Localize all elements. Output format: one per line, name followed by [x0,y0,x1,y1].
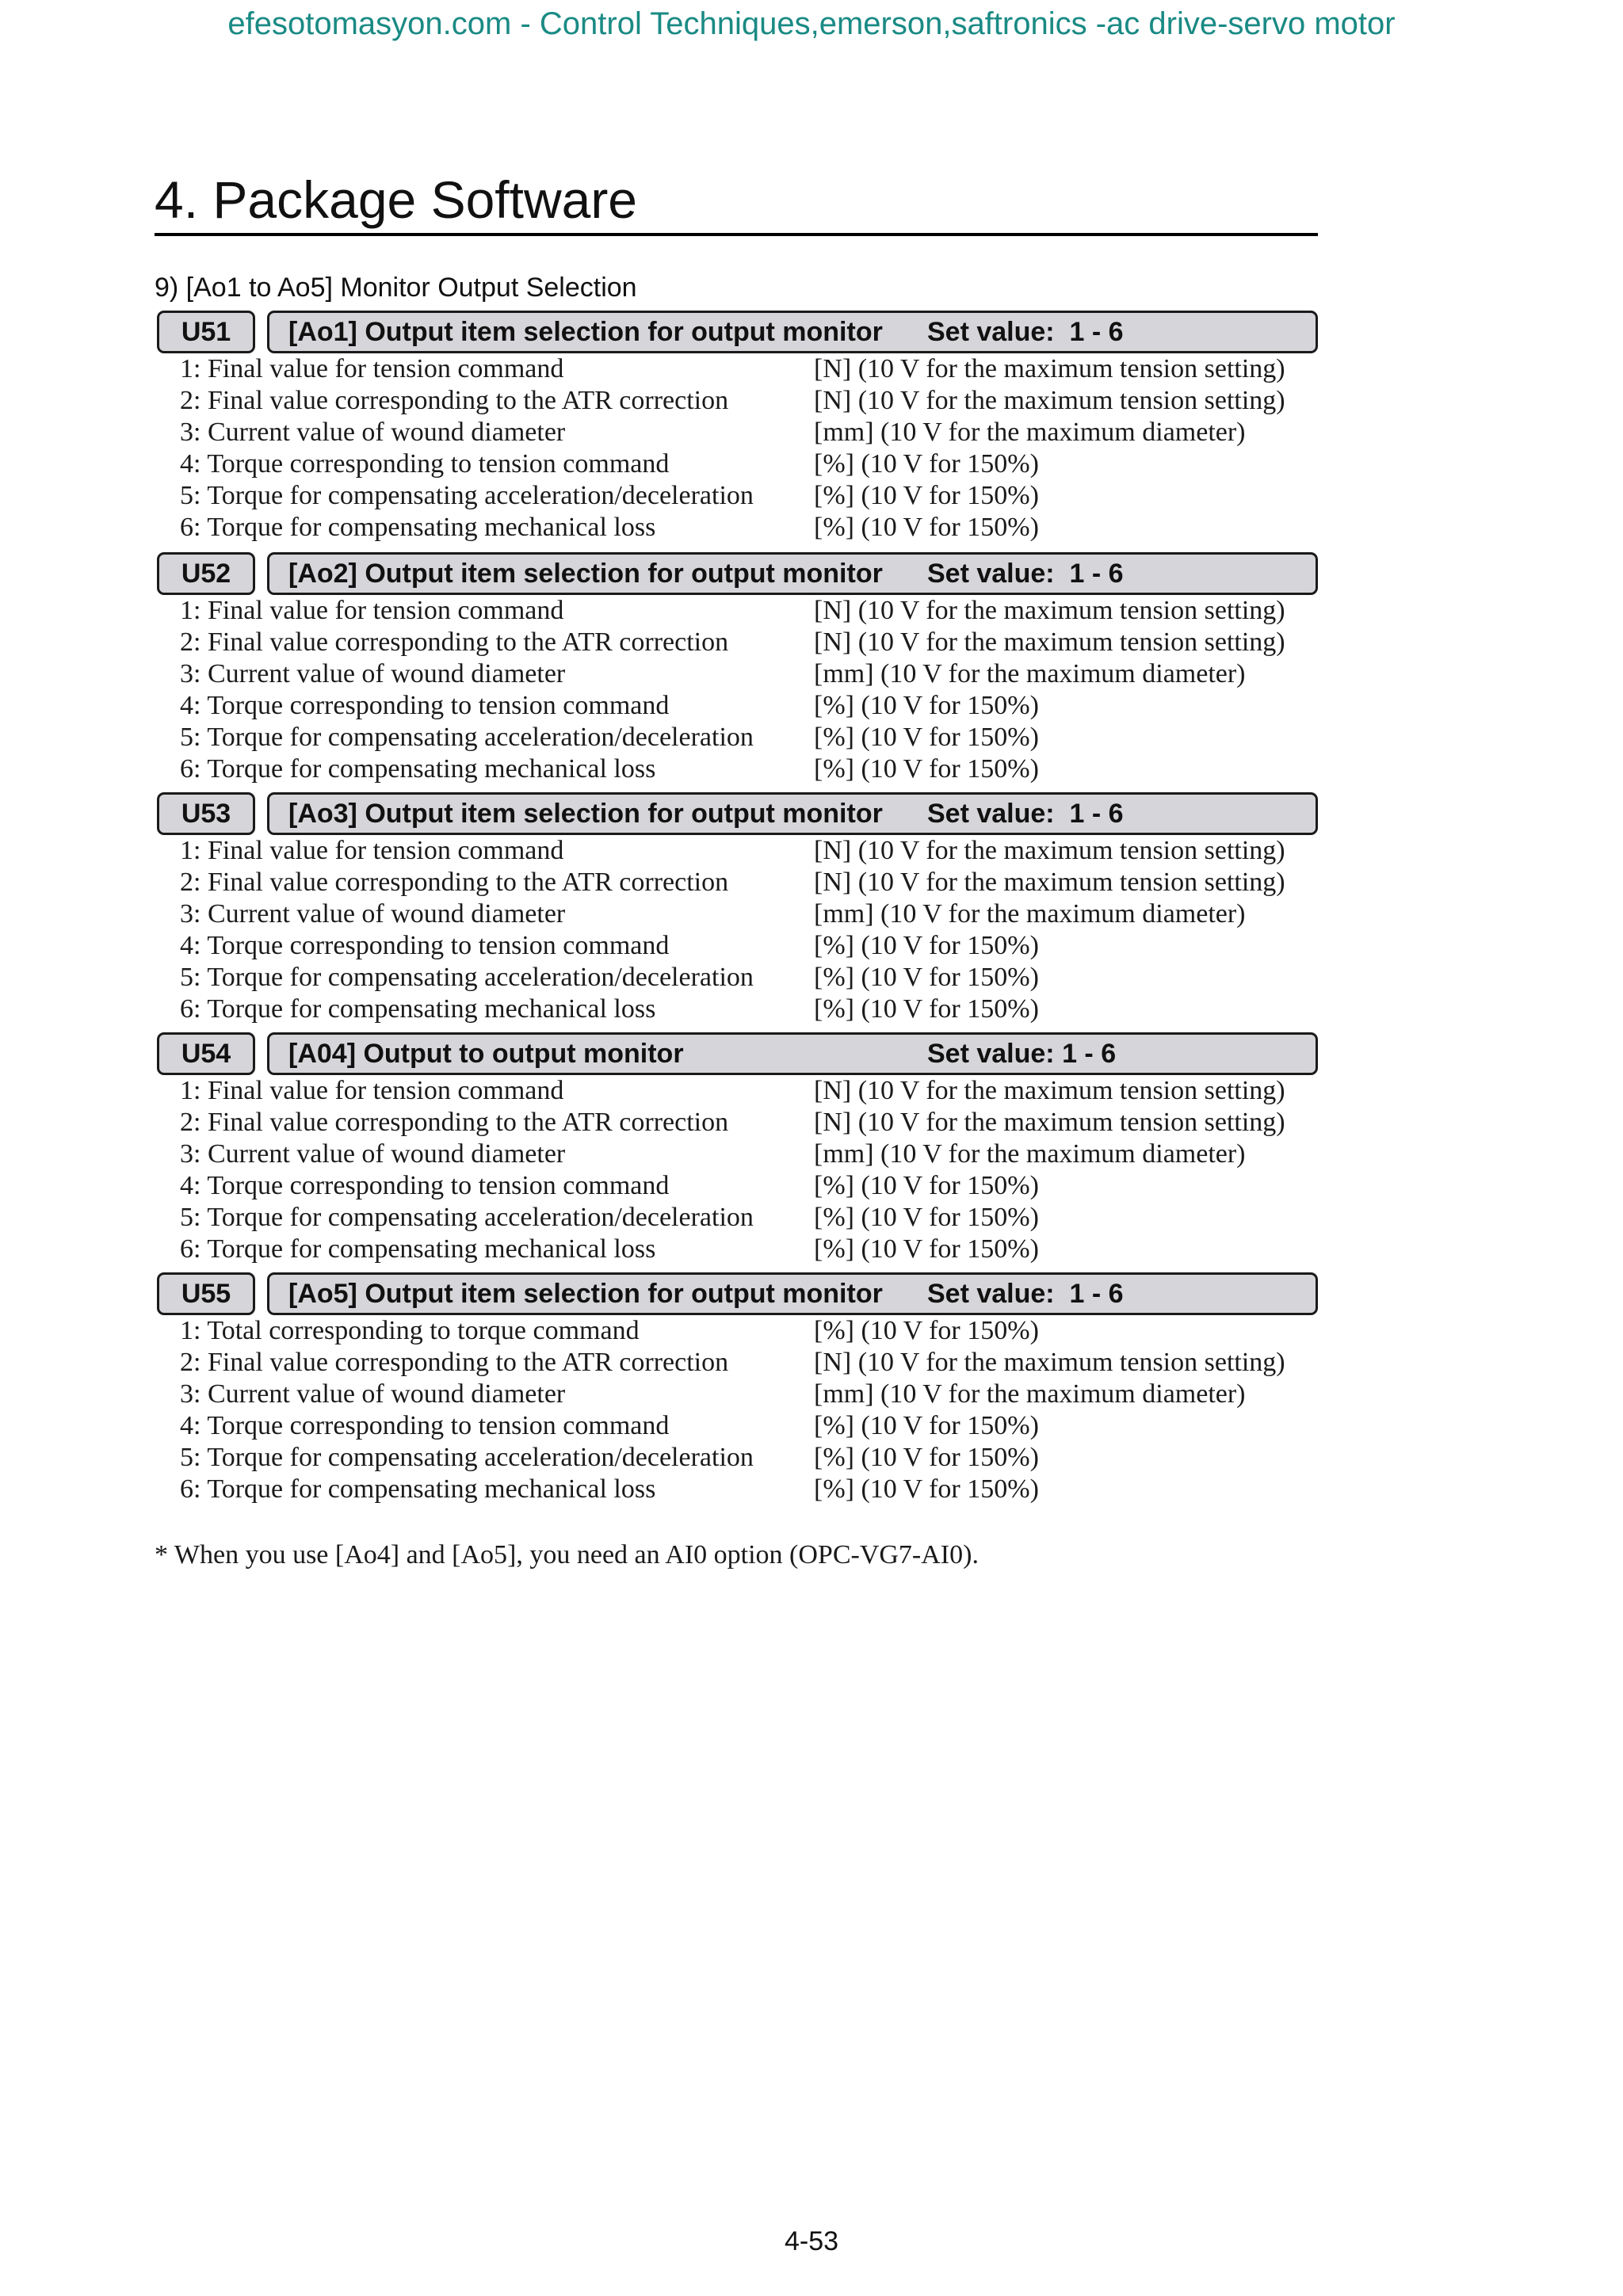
option-label: 5: Torque for compensating acceleration/deceleration [180,723,754,752]
option-row [155,1075,1318,1107]
option-row [155,1315,1318,1347]
option-unit: [%] (10 V for 150%) [814,481,1039,510]
option-unit: [%] (10 V for 150%) [814,723,1039,752]
option-unit: [%] (10 V for 150%) [814,963,1039,992]
option-row [155,1410,1318,1442]
option-label: 3: Current value of wound diameter [180,1379,566,1409]
option-row [155,930,1318,962]
option-list [155,1315,1318,1505]
option-label: 6: Torque for compensating mechanical loss [180,1234,656,1264]
option-row [155,595,1318,627]
option-label: 5: Torque for compensating acceleration/deceleration [180,481,754,510]
option-unit: [%] (10 V for 150%) [814,691,1039,720]
param-code: U55 [157,1272,255,1315]
param-code: U54 [157,1032,255,1075]
param-set-value: Set value: 1 - 6 [927,317,1124,347]
option-unit: [%] (10 V for 150%) [814,1474,1039,1504]
param-title: [Ao3] Output item selection for output monitor [288,799,883,829]
option-label: 1: Final value for tension command [180,836,564,865]
param-block-u54 [155,1032,1318,1265]
option-unit: [mm] (10 V for the maximum diameter) [814,899,1246,929]
option-label: 4: Torque corresponding to tension command [180,1171,670,1200]
param-title-box [267,552,1318,595]
option-label: 2: Final value corresponding to the ATR correction [180,1348,729,1377]
option-unit: [N] (10 V for the maximum tension setting) [814,596,1285,625]
option-list [155,595,1318,785]
option-row [155,1202,1318,1234]
option-row [155,1107,1318,1138]
option-label: 6: Torque for compensating mechanical loss [180,754,656,784]
option-unit: [%] (10 V for 150%) [814,994,1039,1024]
param-header [155,552,1318,595]
option-row [155,448,1318,480]
option-unit: [N] (10 V for the maximum tension setting) [814,868,1285,897]
option-unit: [mm] (10 V for the maximum diameter) [814,1379,1246,1409]
param-title-box [267,1272,1318,1315]
option-unit: [mm] (10 V for the maximum diameter) [814,418,1246,447]
param-code: U53 [157,792,255,835]
option-row [155,627,1318,658]
param-title: [Ao2] Output item selection for output monitor [288,559,883,589]
option-row [155,1442,1318,1474]
page-number: 4-53 [784,2226,839,2256]
footnote: * When you use [Ao4] and [Ao5], you need an AI0 option (OPC-VG7-AI0). [155,1540,979,1569]
option-unit: [mm] (10 V for the maximum diameter) [814,659,1246,688]
option-row [155,1138,1318,1170]
param-code: U51 [157,311,255,353]
option-label: 1: Final value for tension command [180,596,564,625]
option-unit: [%] (10 V for 150%) [814,1443,1039,1472]
param-header [155,1272,1318,1315]
param-block-u53 [155,792,1318,1025]
option-unit: [N] (10 V for the maximum tension setting) [814,627,1285,657]
option-row [155,1379,1318,1410]
option-label: 1: Final value for tension command [180,354,564,383]
option-unit: [N] (10 V for the maximum tension setting) [814,1348,1285,1377]
option-label: 3: Current value of wound diameter [180,899,566,929]
param-title-box [267,311,1318,353]
option-list [155,1075,1318,1265]
option-row [155,353,1318,385]
option-unit: [N] (10 V for the maximum tension setting) [814,836,1285,865]
param-header [155,311,1318,353]
option-unit: [N] (10 V for the maximum tension setting) [814,354,1285,383]
option-unit: [%] (10 V for 150%) [814,931,1039,960]
option-row [155,658,1318,690]
option-unit: [N] (10 V for the maximum tension setting) [814,386,1285,415]
option-label: 5: Torque for compensating acceleration/deceleration [180,963,754,992]
option-unit: [%] (10 V for 150%) [814,754,1039,784]
param-header [155,1032,1318,1075]
option-label: 5: Torque for compensating acceleration/deceleration [180,1203,754,1232]
param-title: [Ao1] Output item selection for output monitor [288,317,883,347]
option-label: 1: Final value for tension command [180,1076,564,1105]
option-row [155,1170,1318,1202]
option-unit: [%] (10 V for 150%) [814,1203,1039,1232]
option-row [155,1347,1318,1379]
option-list [155,353,1318,543]
option-row [155,994,1318,1025]
option-row [155,753,1318,785]
option-row [155,480,1318,512]
option-label: 2: Final value corresponding to the ATR correction [180,386,729,415]
chapter-title: 4. Package Software [155,166,1318,236]
option-label: 3: Current value of wound diameter [180,659,566,688]
param-set-value: Set value: 1 - 6 [927,559,1124,589]
option-label: 6: Torque for compensating mechanical loss [180,1474,656,1504]
option-unit: [%] (10 V for 150%) [814,1411,1039,1440]
option-row [155,417,1318,448]
param-title: [A04] Output to output monitor [288,1039,684,1069]
option-row [155,867,1318,898]
option-unit: [N] (10 V for the maximum tension setting) [814,1076,1285,1105]
option-unit: [%] (10 V for 150%) [814,1234,1039,1264]
option-label: 6: Torque for compensating mechanical loss [180,994,656,1024]
option-label: 2: Final value corresponding to the ATR correction [180,1108,729,1137]
option-unit: [mm] (10 V for the maximum diameter) [814,1139,1246,1169]
option-label: 1: Total corresponding to torque command [180,1316,640,1345]
option-row [155,1474,1318,1505]
option-unit: [%] (10 V for 150%) [814,1171,1039,1200]
param-block-u51 [155,311,1318,543]
param-block-u52 [155,552,1318,785]
option-unit: [%] (10 V for 150%) [814,513,1039,542]
section-heading: 9) [Ao1 to Ao5] Monitor Output Selection [155,273,637,303]
option-label: 3: Current value of wound diameter [180,418,566,447]
option-label: 4: Torque corresponding to tension command [180,449,670,479]
option-label: 4: Torque corresponding to tension command [180,691,670,720]
option-unit: [%] (10 V for 150%) [814,1316,1039,1345]
param-code: U52 [157,552,255,595]
param-title-box [267,792,1318,835]
option-label: 4: Torque corresponding to tension command [180,1411,670,1440]
option-label: 6: Torque for compensating mechanical loss [180,513,656,542]
param-set-value: Set value: 1 - 6 [927,1279,1124,1309]
option-label: 2: Final value corresponding to the ATR correction [180,627,729,657]
param-set-value: Set value: 1 - 6 [927,1039,1117,1069]
param-header [155,792,1318,835]
option-row [155,385,1318,417]
option-row [155,722,1318,753]
option-label: 5: Torque for compensating acceleration/deceleration [180,1443,754,1472]
option-row [155,898,1318,930]
option-row [155,512,1318,543]
option-row [155,1234,1318,1265]
option-row [155,835,1318,867]
option-row [155,962,1318,994]
option-list [155,835,1318,1025]
option-row [155,690,1318,722]
site-banner[interactable]: efesotomasyon.com - Control Techniques,emerson,saftronics -ac drive-servo motor [227,6,1396,41]
option-unit: [N] (10 V for the maximum tension setting) [814,1108,1285,1137]
option-label: 4: Torque corresponding to tension command [180,931,670,960]
param-title: [Ao5] Output item selection for output monitor [288,1279,883,1309]
param-set-value: Set value: 1 - 6 [927,799,1124,829]
option-label: 3: Current value of wound diameter [180,1139,566,1169]
option-unit: [%] (10 V for 150%) [814,449,1039,479]
param-block-u55 [155,1272,1318,1505]
param-title-box [267,1032,1318,1075]
option-label: 2: Final value corresponding to the ATR correction [180,868,729,897]
